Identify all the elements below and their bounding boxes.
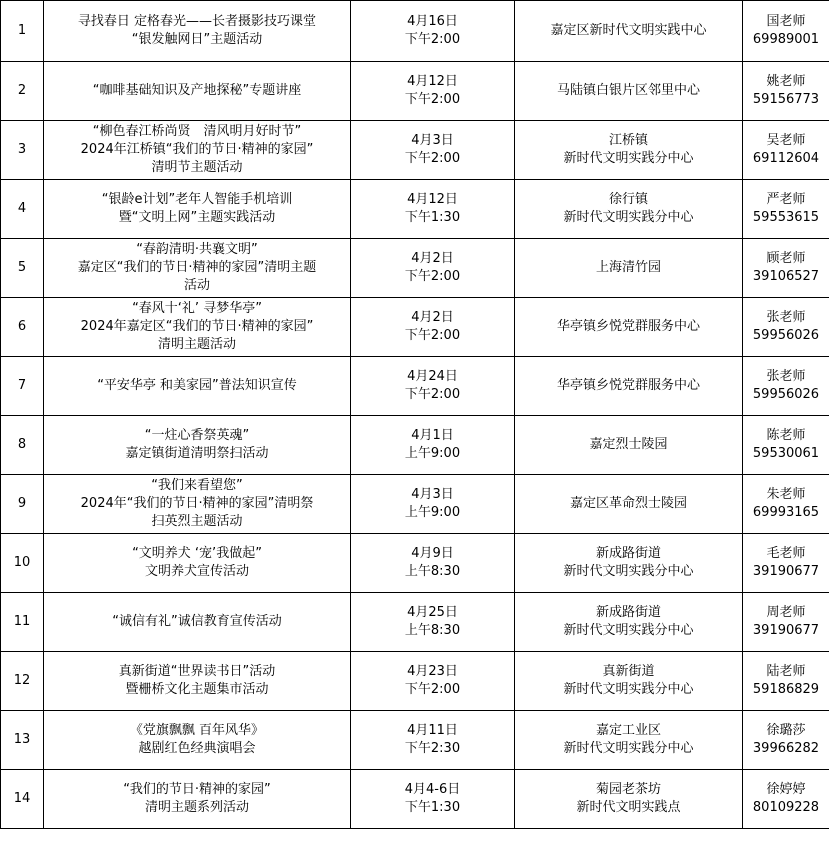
activity-time: 4月25日 上午8:30 (351, 593, 515, 652)
row-number: 6 (1, 298, 44, 357)
activity-contact: 徐璐莎 39966282 (743, 711, 829, 770)
activity-title: “文明养犬 ‘宠’我做起” 文明养犬宣传活动 (44, 534, 351, 593)
activity-location: 华亭镇乡悦党群服务中心 (515, 298, 743, 357)
activity-title: “诚信有礼”诚信教育宣传活动 (44, 593, 351, 652)
activity-location: 嘉定工业区 新时代文明实践分中心 (515, 711, 743, 770)
row-number: 14 (1, 770, 44, 829)
activity-location: 华亭镇乡悦党群服务中心 (515, 357, 743, 416)
activity-title: “春韵清明·共襄文明” 嘉定区“我们的节日·精神的家园”清明主题 活动 (44, 239, 351, 298)
row-number: 1 (1, 1, 44, 62)
activity-time: 4月16日 下午2:00 (351, 1, 515, 62)
activity-contact: 姚老师 59156773 (743, 62, 829, 121)
activity-contact: 严老师 59553615 (743, 180, 829, 239)
row-number: 5 (1, 239, 44, 298)
activity-location: 上海清竹园 (515, 239, 743, 298)
activity-contact: 张老师 59956026 (743, 298, 829, 357)
row-number: 2 (1, 62, 44, 121)
table-row (1, 711, 829, 770)
table-row (1, 475, 829, 534)
activity-title: “银龄e计划”老年人智能手机培训 暨“文明上网”主题实践活动 (44, 180, 351, 239)
row-number: 3 (1, 121, 44, 180)
table-row (1, 593, 829, 652)
activity-title: “平安华亭 和美家园”普法知识宣传 (44, 357, 351, 416)
activity-time: 4月24日 下午2:00 (351, 357, 515, 416)
activity-title: “春风十‘礼’ 寻梦华亭” 2024年嘉定区“我们的节日·精神的家园” 清明主题活动 (44, 298, 351, 357)
activity-time: 4月12日 下午1:30 (351, 180, 515, 239)
activity-time: 4月1日 上午9:00 (351, 416, 515, 475)
row-number: 9 (1, 475, 44, 534)
table-row (1, 357, 829, 416)
activity-location: 马陆镇白银片区邻里中心 (515, 62, 743, 121)
activity-location: 嘉定区新时代文明实践中心 (515, 1, 743, 62)
table-row (1, 62, 829, 121)
activity-location: 嘉定区革命烈士陵园 (515, 475, 743, 534)
activity-contact: 国老师 69989001 (743, 1, 829, 62)
activity-contact: 毛老师 39190677 (743, 534, 829, 593)
activity-title: 真新街道“世界读书日”活动 暨栅桥文化主题集市活动 (44, 652, 351, 711)
table-row (1, 298, 829, 357)
activity-time: 4月11日 下午2:30 (351, 711, 515, 770)
row-number: 7 (1, 357, 44, 416)
activity-contact: 吴老师 69112604 (743, 121, 829, 180)
activity-location: 江桥镇 新时代文明实践分中心 (515, 121, 743, 180)
activity-location: 嘉定烈士陵园 (515, 416, 743, 475)
activity-title: “一炷心香祭英魂” 嘉定镇街道清明祭扫活动 (44, 416, 351, 475)
activity-title: 《党旗飘飘 百年风华》 越剧红色经典演唱会 (44, 711, 351, 770)
table-row (1, 1, 829, 62)
row-number: 8 (1, 416, 44, 475)
table-row (1, 534, 829, 593)
row-number: 10 (1, 534, 44, 593)
activity-title: “我们来看望您” 2024年“我们的节日·精神的家园”清明祭 扫英烈主题活动 (44, 475, 351, 534)
activity-location: 真新街道 新时代文明实践分中心 (515, 652, 743, 711)
activity-time: 4月2日 下午2:00 (351, 298, 515, 357)
activity-title: “柳色春江桥尚贤 清风明月好时节” 2024年江桥镇“我们的节日·精神的家园” 清明节主题活动 (44, 121, 351, 180)
activity-time: 4月4-6日 下午1:30 (351, 770, 515, 829)
table-row (1, 416, 829, 475)
row-number: 11 (1, 593, 44, 652)
activity-location: 徐行镇 新时代文明实践分中心 (515, 180, 743, 239)
activity-location: 新成路街道 新时代文明实践分中心 (515, 593, 743, 652)
activity-contact: 陆老师 59186829 (743, 652, 829, 711)
activity-time: 4月23日 下午2:00 (351, 652, 515, 711)
activity-time: 4月9日 上午8:30 (351, 534, 515, 593)
row-number: 4 (1, 180, 44, 239)
activity-title: 寻找春日 定格春光——长者摄影技巧课堂 “银发触网日”主题活动 (44, 1, 351, 62)
table-row (1, 121, 829, 180)
row-number: 13 (1, 711, 44, 770)
activity-contact: 张老师 59956026 (743, 357, 829, 416)
table-row (1, 239, 829, 298)
activity-title: “咖啡基础知识及产地探秘”专题讲座 (44, 62, 351, 121)
activity-time: 4月3日 上午9:00 (351, 475, 515, 534)
activity-time: 4月12日 下午2:00 (351, 62, 515, 121)
table-row (1, 652, 829, 711)
activity-contact: 周老师 39190677 (743, 593, 829, 652)
activity-location: 新成路街道 新时代文明实践分中心 (515, 534, 743, 593)
activity-contact: 陈老师 59530061 (743, 416, 829, 475)
activity-location: 菊园老茶坊 新时代文明实践点 (515, 770, 743, 829)
activity-contact: 朱老师 69993165 (743, 475, 829, 534)
table-row (1, 770, 829, 829)
activity-time: 4月3日 下午2:00 (351, 121, 515, 180)
row-number: 12 (1, 652, 44, 711)
table-row (1, 180, 829, 239)
activity-title: “我们的节日·精神的家园” 清明主题系列活动 (44, 770, 351, 829)
activity-contact: 徐婷婷 80109228 (743, 770, 829, 829)
activity-contact: 顾老师 39106527 (743, 239, 829, 298)
activity-time: 4月2日 下午2:00 (351, 239, 515, 298)
